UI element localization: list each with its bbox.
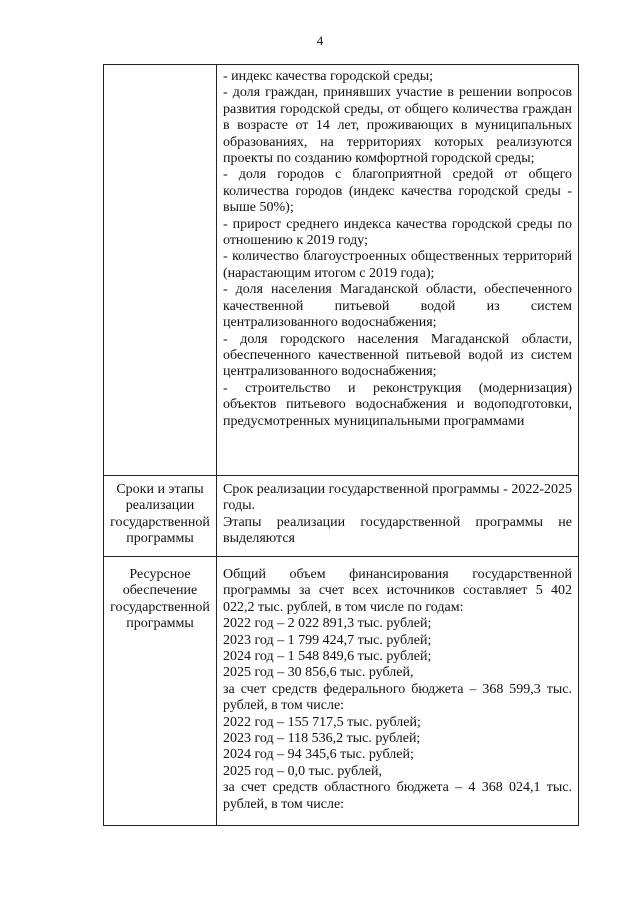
timeline-cell [217, 476, 579, 557]
row-label: Ресурсное обеспечение государственной программы [104, 557, 217, 826]
table-row-timeline [104, 476, 579, 557]
indicator-item: - строительство и реконструкция (модернизация) объектов питьевого водоснабжения и водоподготовки, предусмотренных муниципальными программами [223, 380, 572, 429]
indicator-item: - доля населения Магаданской области, обеспеченного качественной питьевой водой из систем централизованного водоснабжения; [223, 282, 572, 331]
indicator-item: - доля городов с благоприятной средой от общего количества городов (индекс качества городской среды - выше 50%); [223, 167, 572, 216]
indicator-item: - прирост среднего индекса качества городской среды по отношению к 2019 году; [223, 216, 572, 249]
row-label [104, 65, 217, 476]
funding-line: 2022 год – 2 022 891,3 тыс. рублей; [223, 616, 432, 632]
table-row-resources [104, 557, 579, 826]
funding-line: 2025 год – 0,0 тыс. рублей, [223, 763, 382, 779]
funding-line: 2024 год – 1 548 849,6 тыс. рублей; [223, 649, 432, 665]
funding-line: 2023 год – 118 536,2 тыс. рублей; [223, 731, 421, 747]
funding-line: 2022 год – 155 717,5 тыс. рублей; [223, 714, 421, 730]
indicator-item: - количество благоустроенных общественных территорий (нарастающим итогом с 2019 года); [223, 249, 572, 281]
funding-line: Общий объем финансирования государственной программы за счет всех источников составляет 5 402 022,2 тыс. рублей, в том числе по годам: [223, 567, 572, 615]
indicator-item: - доля граждан, принявших участие в решении вопросов развития городской среды, от общего количества граждан в возрасте от 14 лет, проживающих в муниципальных образованиях, на территориях которых реализуются проекты по созданию комфортной городской среды; [223, 85, 572, 167]
funding-line: 2024 год – 94 345,6 тыс. рублей; [223, 747, 414, 763]
stages-text: Этапы реализации государственной программы не выделяются [223, 514, 572, 547]
funding-line: за счет средств федерального бюджета – 368 599,3 тыс. рублей, в том числе: [223, 681, 572, 714]
funding-line: 2023 год – 1 799 424,7 тыс. рублей; [223, 632, 432, 648]
funding-line: 2025 год – 30 856,6 тыс. рублей, [223, 665, 414, 681]
row-label: Сроки и этапы реализации государственной программы [104, 476, 217, 557]
indicator-item: - доля городского населения Магаданской области, обеспеченного качественной питьевой водой из систем централизованного водоснабжения; [223, 331, 572, 380]
indicators-cell [217, 65, 579, 476]
resources-cell [217, 557, 579, 826]
indicator-item: - индекс качества городской среды; [223, 69, 434, 84]
funding-line: за счет средств областного бюджета – 4 368 024,1 тыс. рублей, в том числе: [223, 780, 572, 812]
page-number: 4 [316, 33, 324, 48]
table-row-indicators [104, 65, 579, 476]
timeline-text: Срок реализации государственной программы - 2022-2025 годы. [223, 482, 572, 514]
program-passport-table [103, 64, 579, 826]
